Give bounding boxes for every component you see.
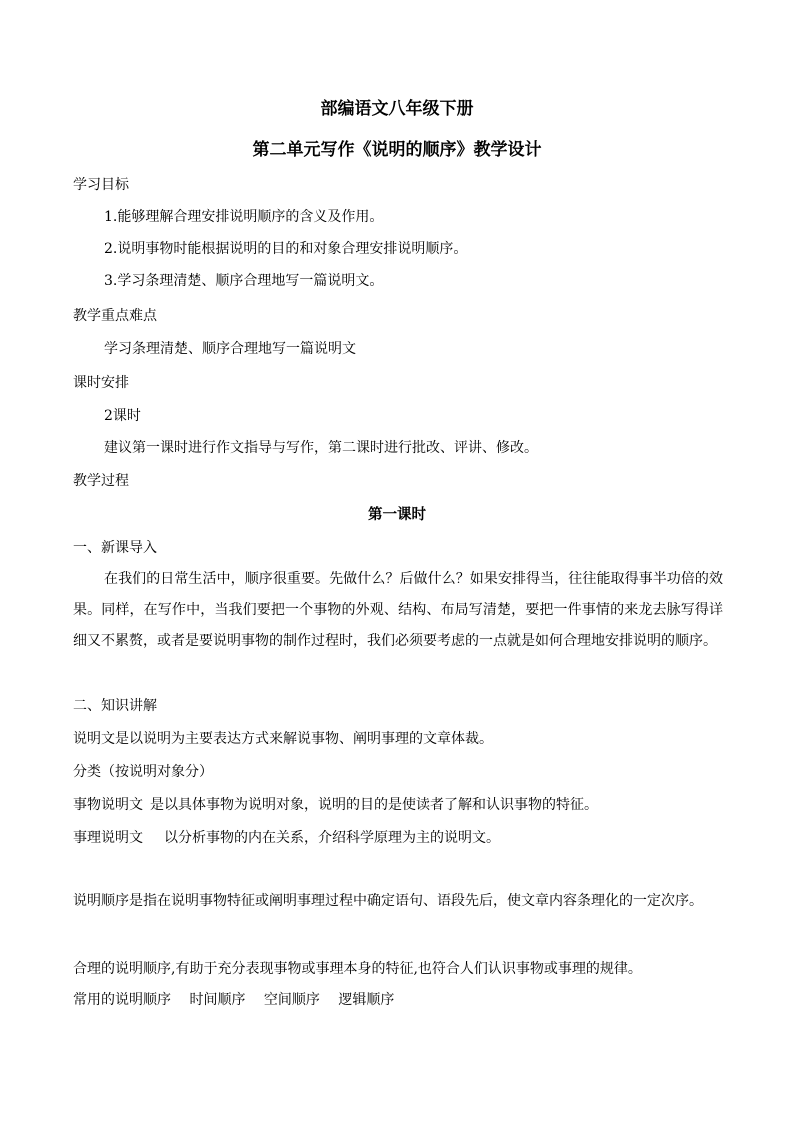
- key-points-heading: 教学重点难点: [73, 308, 157, 324]
- schedule-heading: 课时安排: [73, 375, 129, 391]
- order-type-space: 空间顺序: [263, 992, 320, 1008]
- type-2-text: 以分析事物的内在关系，介绍科学原理为主的说明文。: [164, 830, 500, 846]
- doc-title-line-2: 第二单元写作《说明的顺序》教学设计: [252, 140, 542, 160]
- schedule-note: 建议第一课时进行作文指导与写作，第二课时进行批改、评讲、修改。: [104, 440, 538, 456]
- doc-title-line-1: 部编语文八年级下册: [320, 99, 474, 119]
- section-2-heading: 二、知识讲解: [73, 698, 157, 714]
- objective-item: 2.说明事物时能根据说明的目的和对象合理安排说明顺序。: [104, 241, 468, 257]
- key-points-text: 学习条理清楚、顺序合理地写一篇说明文: [104, 341, 356, 357]
- objective-item: 3.学习条理清楚、顺序合理地写一篇说明文。: [104, 273, 384, 289]
- common-orders-label: 常用的说明顺序: [73, 992, 171, 1008]
- objective-item: 1.能够理解合理安排说明顺序的含义及作用。: [104, 209, 384, 225]
- common-orders-row: [73, 990, 394, 1010]
- type-2-row: [73, 828, 500, 848]
- order-definition: 说明顺序是指在说明事物特征或阐明事理过程中确定语句、语段先后，使文章内容条理化的一定次序。: [73, 893, 703, 909]
- type-1-row: [73, 795, 598, 815]
- process-heading: 教学过程: [73, 473, 129, 489]
- type-1-label: 事物说明文: [73, 797, 143, 813]
- type-1-text: 是以具体事物为说明对象，说明的目的是使读者了解和认识事物的特征。: [150, 797, 598, 813]
- definition-text: 说明文是以说明为主要表达方式来解说事物、阐明事理的文章体裁。: [73, 731, 493, 747]
- objectives-heading: 学习目标: [73, 177, 129, 193]
- lesson-1-heading: 第一课时: [368, 506, 426, 523]
- type-2-label: 事理说明文: [73, 830, 143, 846]
- order-type-logic: 逻辑顺序: [338, 992, 395, 1008]
- order-type-time: 时间顺序: [189, 992, 246, 1008]
- schedule-hours: 2课时: [104, 408, 141, 424]
- order-importance: 合理的说明顺序,有助于充分表现事物或事理本身的特征,也符合人们认识事物或事理的规律。: [73, 961, 642, 977]
- classification-heading: 分类（按说明对象分）: [73, 764, 213, 780]
- section-1-paragraph: 在我们的日常生活中，顺序很重要。先做什么？后做什么？如果安排得当，往往能取得事半功倍的效果。同样，在写作中，当我们要把一个事物的外观、结构、布局写清楚，要把一件事情的来龙去脉写得详细又不累赘，或者是要说明事物的制作过程时，我们必须要考虑的一点就是如何合理地安排说明的顺序。: [73, 571, 723, 649]
- section-1-heading: 一、新课导入: [73, 540, 157, 556]
